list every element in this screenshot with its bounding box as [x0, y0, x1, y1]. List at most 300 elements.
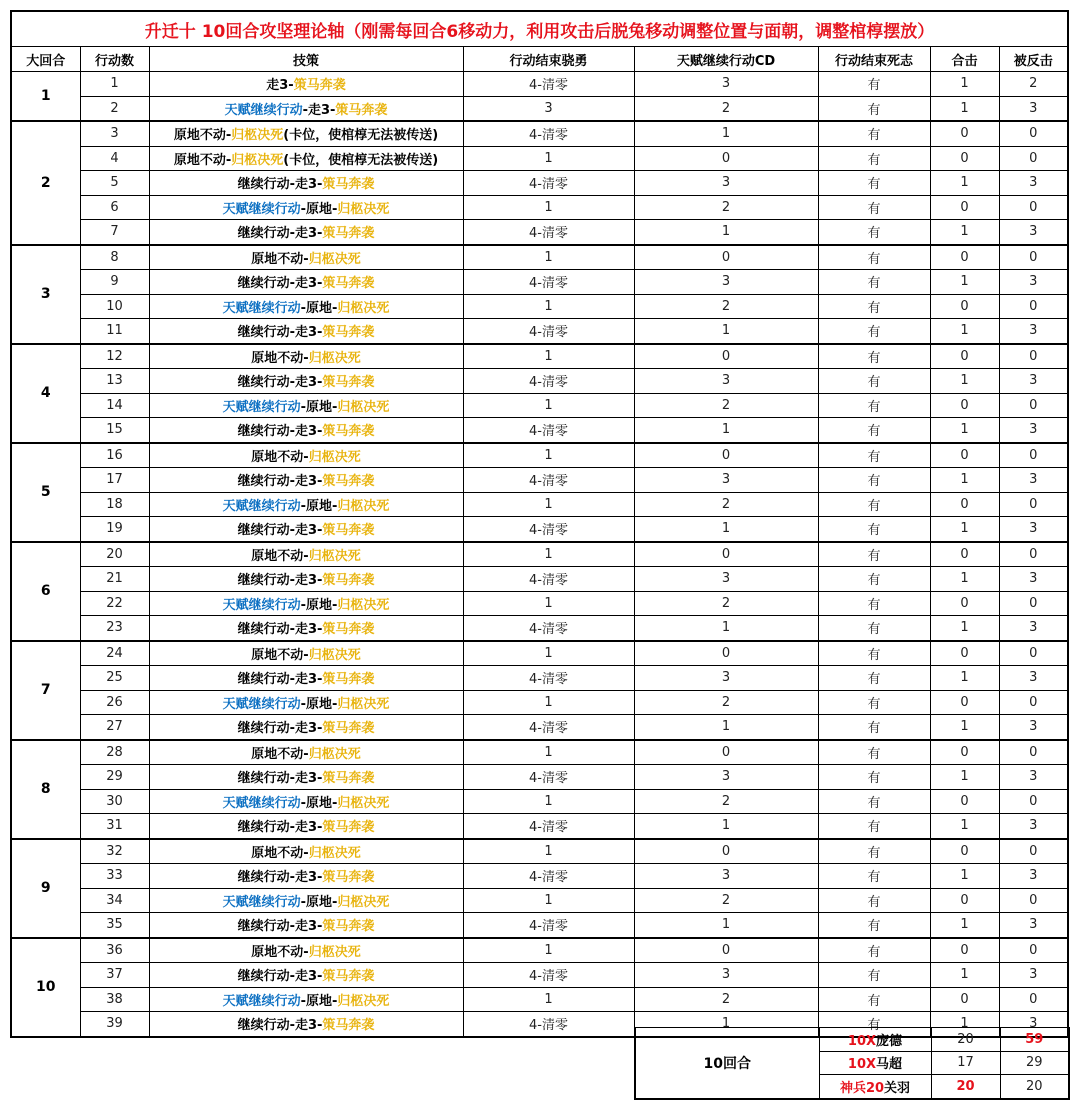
- skill-segment: 继续行动-走3-: [237, 226, 323, 242]
- fanji-cell: 0: [999, 690, 1068, 715]
- skill-segment: 策马奔袭: [322, 523, 375, 539]
- cd-cell: 0: [634, 146, 818, 171]
- action-cell: 26: [80, 690, 149, 715]
- action-cell: 35: [80, 913, 149, 938]
- fanji-cell: 0: [999, 344, 1068, 369]
- table-title: 升迁十 10回合攻坚理论轴（刚需每回合6移动力，利用攻击后脱兔移动调整位置与面朝，调整棺椁摆放）: [11, 11, 1068, 47]
- table-row: [11, 987, 1068, 1012]
- summary-table: [634, 1027, 1070, 1100]
- cd-cell: 0: [634, 245, 818, 270]
- skill-segment: 原地不动-: [251, 746, 309, 762]
- heji-cell: 1: [930, 369, 999, 394]
- heji-cell: 0: [930, 146, 999, 171]
- skill-segment: (卡位，使棺椁无法被传送): [283, 152, 439, 168]
- xiaoyong-cell: 1: [463, 690, 634, 715]
- total-fanji-cell: 20: [1000, 1075, 1069, 1099]
- fanji-cell: 2: [999, 72, 1068, 97]
- skill-segment: 归柩决死: [337, 300, 390, 316]
- sizhi-cell: 有: [818, 913, 930, 938]
- skill-segment: 归柩决死: [308, 251, 361, 267]
- skill-segment: 继续行动-走3-: [237, 474, 323, 490]
- cd-cell: 2: [634, 888, 818, 913]
- skill-cell: [149, 864, 463, 889]
- action-cell: 1: [80, 72, 149, 97]
- cd-cell: 3: [634, 72, 818, 97]
- xiaoyong-cell: 4-清零: [463, 567, 634, 592]
- action-cell: 9: [80, 270, 149, 295]
- table-row: [11, 567, 1068, 592]
- sizhi-cell: 有: [818, 542, 930, 567]
- cd-cell: 3: [634, 765, 818, 790]
- skill-segment: 归柩决死: [231, 152, 284, 168]
- xiaoyong-cell: 1: [463, 146, 634, 171]
- cd-cell: 3: [634, 963, 818, 988]
- skill-cell: [149, 1012, 463, 1037]
- sizhi-cell: 有: [818, 294, 930, 319]
- table-row: [11, 814, 1068, 839]
- xiaoyong-cell: 1: [463, 938, 634, 963]
- fanji-cell: 0: [999, 294, 1068, 319]
- skill-segment: 继续行动-走3-: [237, 573, 323, 589]
- column-header: 行动结束死志: [818, 47, 930, 72]
- total-heji-cell: 20: [931, 1028, 1000, 1052]
- heji-cell: 0: [930, 542, 999, 567]
- heji-cell: 1: [930, 220, 999, 245]
- fanji-cell: 0: [999, 393, 1068, 418]
- action-cell: 20: [80, 542, 149, 567]
- fanji-cell: 3: [999, 715, 1068, 740]
- sizhi-cell: 有: [818, 567, 930, 592]
- heji-cell: 0: [930, 492, 999, 517]
- action-cell: 36: [80, 938, 149, 963]
- fanji-cell: 3: [999, 220, 1068, 245]
- fanji-cell: 3: [999, 864, 1068, 889]
- fanji-cell: 3: [999, 517, 1068, 542]
- cd-cell: 3: [634, 567, 818, 592]
- fanji-cell: 3: [999, 319, 1068, 344]
- skill-cell: [149, 913, 463, 938]
- skill-segment: 继续行动-走3-: [237, 276, 323, 292]
- unit-cell: [819, 1051, 931, 1075]
- skill-segment: 继续行动-走3-: [237, 721, 323, 737]
- cd-cell: 2: [634, 96, 818, 121]
- heji-cell: 0: [930, 839, 999, 864]
- skill-cell: [149, 888, 463, 913]
- xiaoyong-cell: 1: [463, 393, 634, 418]
- cd-cell: 1: [634, 814, 818, 839]
- fanji-cell: 3: [999, 1012, 1068, 1037]
- sizhi-cell: 有: [818, 220, 930, 245]
- heji-cell: 0: [930, 987, 999, 1012]
- sizhi-cell: 有: [818, 814, 930, 839]
- heji-cell: 1: [930, 319, 999, 344]
- heji-cell: 1: [930, 715, 999, 740]
- sizhi-cell: 有: [818, 591, 930, 616]
- unit-segment: 庞德: [876, 1033, 903, 1049]
- table-row: [11, 393, 1068, 418]
- action-cell: 31: [80, 814, 149, 839]
- cd-cell: 2: [634, 987, 818, 1012]
- heji-cell: 0: [930, 443, 999, 468]
- fanji-cell: 0: [999, 146, 1068, 171]
- skill-segment: 继续行动-走3-: [237, 820, 323, 836]
- sizhi-cell: 有: [818, 690, 930, 715]
- sizhi-cell: 有: [818, 319, 930, 344]
- skill-cell: [149, 591, 463, 616]
- skill-segment: 归柩决死: [308, 548, 361, 564]
- table-row: [11, 443, 1068, 468]
- skill-segment: 策马奔袭: [322, 1018, 375, 1034]
- action-cell: 18: [80, 492, 149, 517]
- action-cell: 15: [80, 418, 149, 443]
- cd-cell: 3: [634, 666, 818, 691]
- fanji-cell: 3: [999, 913, 1068, 938]
- skill-segment: 天赋继续行动: [222, 498, 301, 514]
- cd-cell: 1: [634, 1012, 818, 1037]
- total-heji-cell: 20: [931, 1075, 1000, 1099]
- cd-cell: 0: [634, 839, 818, 864]
- cd-cell: 1: [634, 913, 818, 938]
- skill-segment: 策马奔袭: [322, 474, 375, 490]
- skill-segment: 策马奔袭: [322, 870, 375, 886]
- heji-cell: 0: [930, 591, 999, 616]
- fanji-cell: 0: [999, 121, 1068, 146]
- action-cell: 28: [80, 740, 149, 765]
- fanji-cell: 0: [999, 888, 1068, 913]
- table-row: [11, 963, 1068, 988]
- heji-cell: 1: [930, 517, 999, 542]
- table-row: [11, 591, 1068, 616]
- heji-cell: 1: [930, 418, 999, 443]
- xiaoyong-cell: 1: [463, 591, 634, 616]
- skill-segment: 归柩决死: [308, 647, 361, 663]
- heji-cell: 1: [930, 913, 999, 938]
- heji-cell: 0: [930, 195, 999, 220]
- skill-segment: 继续行动-走3-: [237, 672, 323, 688]
- skill-segment: 策马奔袭: [322, 622, 375, 638]
- skill-cell: [149, 814, 463, 839]
- skill-segment: 天赋继续行动: [222, 993, 301, 1009]
- sizhi-cell: 有: [818, 666, 930, 691]
- table-row: [11, 864, 1068, 889]
- table-row: [11, 319, 1068, 344]
- skill-segment: 策马奔袭: [322, 672, 375, 688]
- skill-segment: 归柩决死: [231, 128, 284, 144]
- table-row: [11, 517, 1068, 542]
- fanji-cell: 0: [999, 740, 1068, 765]
- header-row: [11, 47, 1068, 72]
- skill-segment: 归柩决死: [337, 399, 390, 415]
- skill-segment: 走3-: [266, 78, 294, 94]
- cd-cell: 3: [634, 468, 818, 493]
- round-cell: 4: [11, 344, 80, 443]
- fanji-cell: 0: [999, 641, 1068, 666]
- fanji-cell: 3: [999, 616, 1068, 641]
- round-cell: 6: [11, 542, 80, 641]
- round-cell: 1: [11, 72, 80, 122]
- skill-segment: 天赋继续行动: [222, 597, 301, 613]
- sizhi-cell: 有: [818, 171, 930, 196]
- fanji-cell: 3: [999, 171, 1068, 196]
- table-row: [11, 245, 1068, 270]
- fanji-cell: 3: [999, 369, 1068, 394]
- action-cell: 29: [80, 765, 149, 790]
- xiaoyong-cell: 4-清零: [463, 369, 634, 394]
- table-row: [11, 146, 1068, 171]
- table-row: [11, 690, 1068, 715]
- xiaoyong-cell: 1: [463, 195, 634, 220]
- skill-cell: [149, 690, 463, 715]
- column-header: 合击: [930, 47, 999, 72]
- skill-cell: [149, 443, 463, 468]
- round-cell: 5: [11, 443, 80, 542]
- action-cell: 10: [80, 294, 149, 319]
- cd-cell: 0: [634, 344, 818, 369]
- skill-segment: 策马奔袭: [335, 102, 388, 118]
- skill-cell: [149, 418, 463, 443]
- skill-segment: 策马奔袭: [322, 375, 375, 391]
- sizhi-cell: 有: [818, 789, 930, 814]
- round-cell: 10: [11, 938, 80, 1037]
- skill-segment: -原地-: [300, 795, 338, 811]
- skill-cell: [149, 146, 463, 171]
- sizhi-cell: 有: [818, 987, 930, 1012]
- skill-segment: 归柩决死: [308, 350, 361, 366]
- skill-segment: -原地-: [300, 597, 338, 613]
- cd-cell: 2: [634, 393, 818, 418]
- skill-segment: 策马奔袭: [322, 771, 375, 787]
- action-cell: 24: [80, 641, 149, 666]
- sizhi-cell: 有: [818, 715, 930, 740]
- xiaoyong-cell: 1: [463, 294, 634, 319]
- column-header: 天赋继续行动CD: [634, 47, 818, 72]
- cd-cell: 3: [634, 864, 818, 889]
- skill-cell: [149, 319, 463, 344]
- heji-cell: 0: [930, 641, 999, 666]
- table-row: [11, 715, 1068, 740]
- skill-cell: [149, 72, 463, 97]
- action-cell: 12: [80, 344, 149, 369]
- table-row: [11, 121, 1068, 146]
- table-row: [11, 913, 1068, 938]
- skill-segment: -原地-: [300, 894, 338, 910]
- skill-segment: 归柩决死: [308, 746, 361, 762]
- sizhi-cell: 有: [818, 468, 930, 493]
- round-cell: 7: [11, 641, 80, 740]
- skill-cell: [149, 963, 463, 988]
- sizhi-cell: 有: [818, 418, 930, 443]
- skill-segment: 归柩决死: [337, 597, 390, 613]
- skill-segment: 继续行动-走3-: [237, 969, 323, 985]
- table-row: [11, 839, 1068, 864]
- table-row: [11, 641, 1068, 666]
- skill-segment: 归柩决死: [308, 944, 361, 960]
- heji-cell: 0: [930, 294, 999, 319]
- skill-cell: [149, 789, 463, 814]
- skill-cell: [149, 393, 463, 418]
- skill-segment: 继续行动-走3-: [237, 622, 323, 638]
- cd-cell: 0: [634, 641, 818, 666]
- fanji-cell: 0: [999, 542, 1068, 567]
- xiaoyong-cell: 4-清零: [463, 1012, 634, 1037]
- summary-row: [635, 1028, 1069, 1052]
- skill-cell: [149, 121, 463, 146]
- heji-cell: 0: [930, 393, 999, 418]
- skill-segment: 归柩决死: [337, 498, 390, 514]
- cd-cell: 2: [634, 492, 818, 517]
- table-row: [11, 666, 1068, 691]
- table-row: [11, 171, 1068, 196]
- fanji-cell: 0: [999, 492, 1068, 517]
- summary-body: [635, 1028, 1069, 1099]
- action-cell: 13: [80, 369, 149, 394]
- table-row: [11, 418, 1068, 443]
- skill-segment: -原地-: [300, 993, 338, 1009]
- heji-cell: 1: [930, 270, 999, 295]
- skill-segment: 策马奔袭: [322, 721, 375, 737]
- fanji-cell: 3: [999, 270, 1068, 295]
- fanji-cell: 0: [999, 987, 1068, 1012]
- action-cell: 6: [80, 195, 149, 220]
- skill-cell: [149, 666, 463, 691]
- action-cell: 11: [80, 319, 149, 344]
- sizhi-cell: 有: [818, 616, 930, 641]
- xiaoyong-cell: 4-清零: [463, 814, 634, 839]
- skill-segment: 策马奔袭: [322, 573, 375, 589]
- sizhi-cell: 有: [818, 641, 930, 666]
- xiaoyong-cell: 4-清零: [463, 913, 634, 938]
- skill-cell: [149, 616, 463, 641]
- unit-cell: [819, 1075, 931, 1099]
- skill-segment: 策马奔袭: [322, 919, 375, 935]
- action-cell: 19: [80, 517, 149, 542]
- skill-segment: 天赋继续行动: [222, 300, 301, 316]
- heji-cell: 0: [930, 888, 999, 913]
- heji-cell: 0: [930, 938, 999, 963]
- fanji-cell: 0: [999, 443, 1068, 468]
- sizhi-cell: 有: [818, 864, 930, 889]
- skill-segment: 归柩决死: [337, 894, 390, 910]
- xiaoyong-cell: 4-清零: [463, 963, 634, 988]
- action-cell: 37: [80, 963, 149, 988]
- skill-segment: 归柩决死: [308, 845, 361, 861]
- skill-cell: [149, 542, 463, 567]
- round-cell: 2: [11, 121, 80, 245]
- table-row: [11, 220, 1068, 245]
- heji-cell: 0: [930, 121, 999, 146]
- action-cell: 5: [80, 171, 149, 196]
- skill-cell: [149, 740, 463, 765]
- fanji-cell: 0: [999, 245, 1068, 270]
- heji-cell: 1: [930, 96, 999, 121]
- skill-segment: 天赋继续行动: [224, 102, 303, 118]
- skill-segment: 原地不动-: [173, 152, 232, 168]
- xiaoyong-cell: 1: [463, 987, 634, 1012]
- cd-cell: 2: [634, 789, 818, 814]
- skill-cell: [149, 715, 463, 740]
- skill-segment: 继续行动-走3-: [237, 919, 323, 935]
- action-cell: 7: [80, 220, 149, 245]
- heji-cell: 1: [930, 567, 999, 592]
- skill-segment: 继续行动-走3-: [237, 523, 323, 539]
- xiaoyong-cell: 4-清零: [463, 72, 634, 97]
- sizhi-cell: 有: [818, 245, 930, 270]
- skill-segment: 原地不动-: [251, 647, 309, 663]
- skill-segment: 继续行动-走3-: [237, 375, 323, 391]
- skill-cell: [149, 765, 463, 790]
- skill-rotation-table: [10, 10, 1069, 1038]
- heji-cell: 0: [930, 245, 999, 270]
- cd-cell: 3: [634, 270, 818, 295]
- action-cell: 25: [80, 666, 149, 691]
- xiaoyong-cell: 1: [463, 839, 634, 864]
- action-cell: 22: [80, 591, 149, 616]
- xiaoyong-cell: 4-清零: [463, 616, 634, 641]
- xiaoyong-cell: 4-清零: [463, 666, 634, 691]
- skill-cell: [149, 171, 463, 196]
- skill-cell: [149, 987, 463, 1012]
- total-fanji-cell: 29: [1000, 1051, 1069, 1075]
- skill-segment: -原地-: [300, 498, 338, 514]
- heji-cell: 1: [930, 468, 999, 493]
- column-header: 行动数: [80, 47, 149, 72]
- heji-cell: 1: [930, 72, 999, 97]
- skill-segment: 继续行动-走3-: [237, 1018, 323, 1034]
- table-row: [11, 294, 1068, 319]
- skill-segment: 原地不动-: [173, 128, 232, 144]
- heji-cell: 1: [930, 963, 999, 988]
- skill-segment: -原地-: [300, 399, 338, 415]
- cd-cell: 0: [634, 542, 818, 567]
- heji-cell: 1: [930, 616, 999, 641]
- table-row: [11, 468, 1068, 493]
- skill-segment: 继续行动-走3-: [237, 771, 323, 787]
- sizhi-cell: 有: [818, 344, 930, 369]
- skill-segment: 归柩决死: [337, 993, 390, 1009]
- sizhi-cell: 有: [818, 839, 930, 864]
- skill-cell: [149, 517, 463, 542]
- unit-cell: [819, 1028, 931, 1052]
- fanji-cell: 3: [999, 666, 1068, 691]
- sizhi-cell: 有: [818, 195, 930, 220]
- skill-segment: 原地不动-: [251, 350, 309, 366]
- skill-cell: [149, 96, 463, 121]
- table-row: [11, 270, 1068, 295]
- skill-segment: 归柩决死: [308, 449, 361, 465]
- sizhi-cell: 有: [818, 888, 930, 913]
- xiaoyong-cell: 4-清零: [463, 864, 634, 889]
- sizhi-cell: 有: [818, 938, 930, 963]
- skill-cell: [149, 270, 463, 295]
- action-cell: 21: [80, 567, 149, 592]
- xiaoyong-cell: 4-清零: [463, 171, 634, 196]
- skill-segment: -走3-: [302, 102, 336, 118]
- sizhi-cell: 有: [818, 146, 930, 171]
- sizhi-cell: 有: [818, 517, 930, 542]
- xiaoyong-cell: 1: [463, 245, 634, 270]
- table-row: [11, 765, 1068, 790]
- xiaoyong-cell: 1: [463, 888, 634, 913]
- fanji-cell: 0: [999, 591, 1068, 616]
- skill-segment: 继续行动-走3-: [237, 325, 323, 341]
- xiaoyong-cell: 1: [463, 789, 634, 814]
- xiaoyong-cell: 1: [463, 344, 634, 369]
- cd-cell: 1: [634, 715, 818, 740]
- sizhi-cell: 有: [818, 765, 930, 790]
- heji-cell: 0: [930, 740, 999, 765]
- cd-cell: 1: [634, 121, 818, 146]
- table-row: [11, 542, 1068, 567]
